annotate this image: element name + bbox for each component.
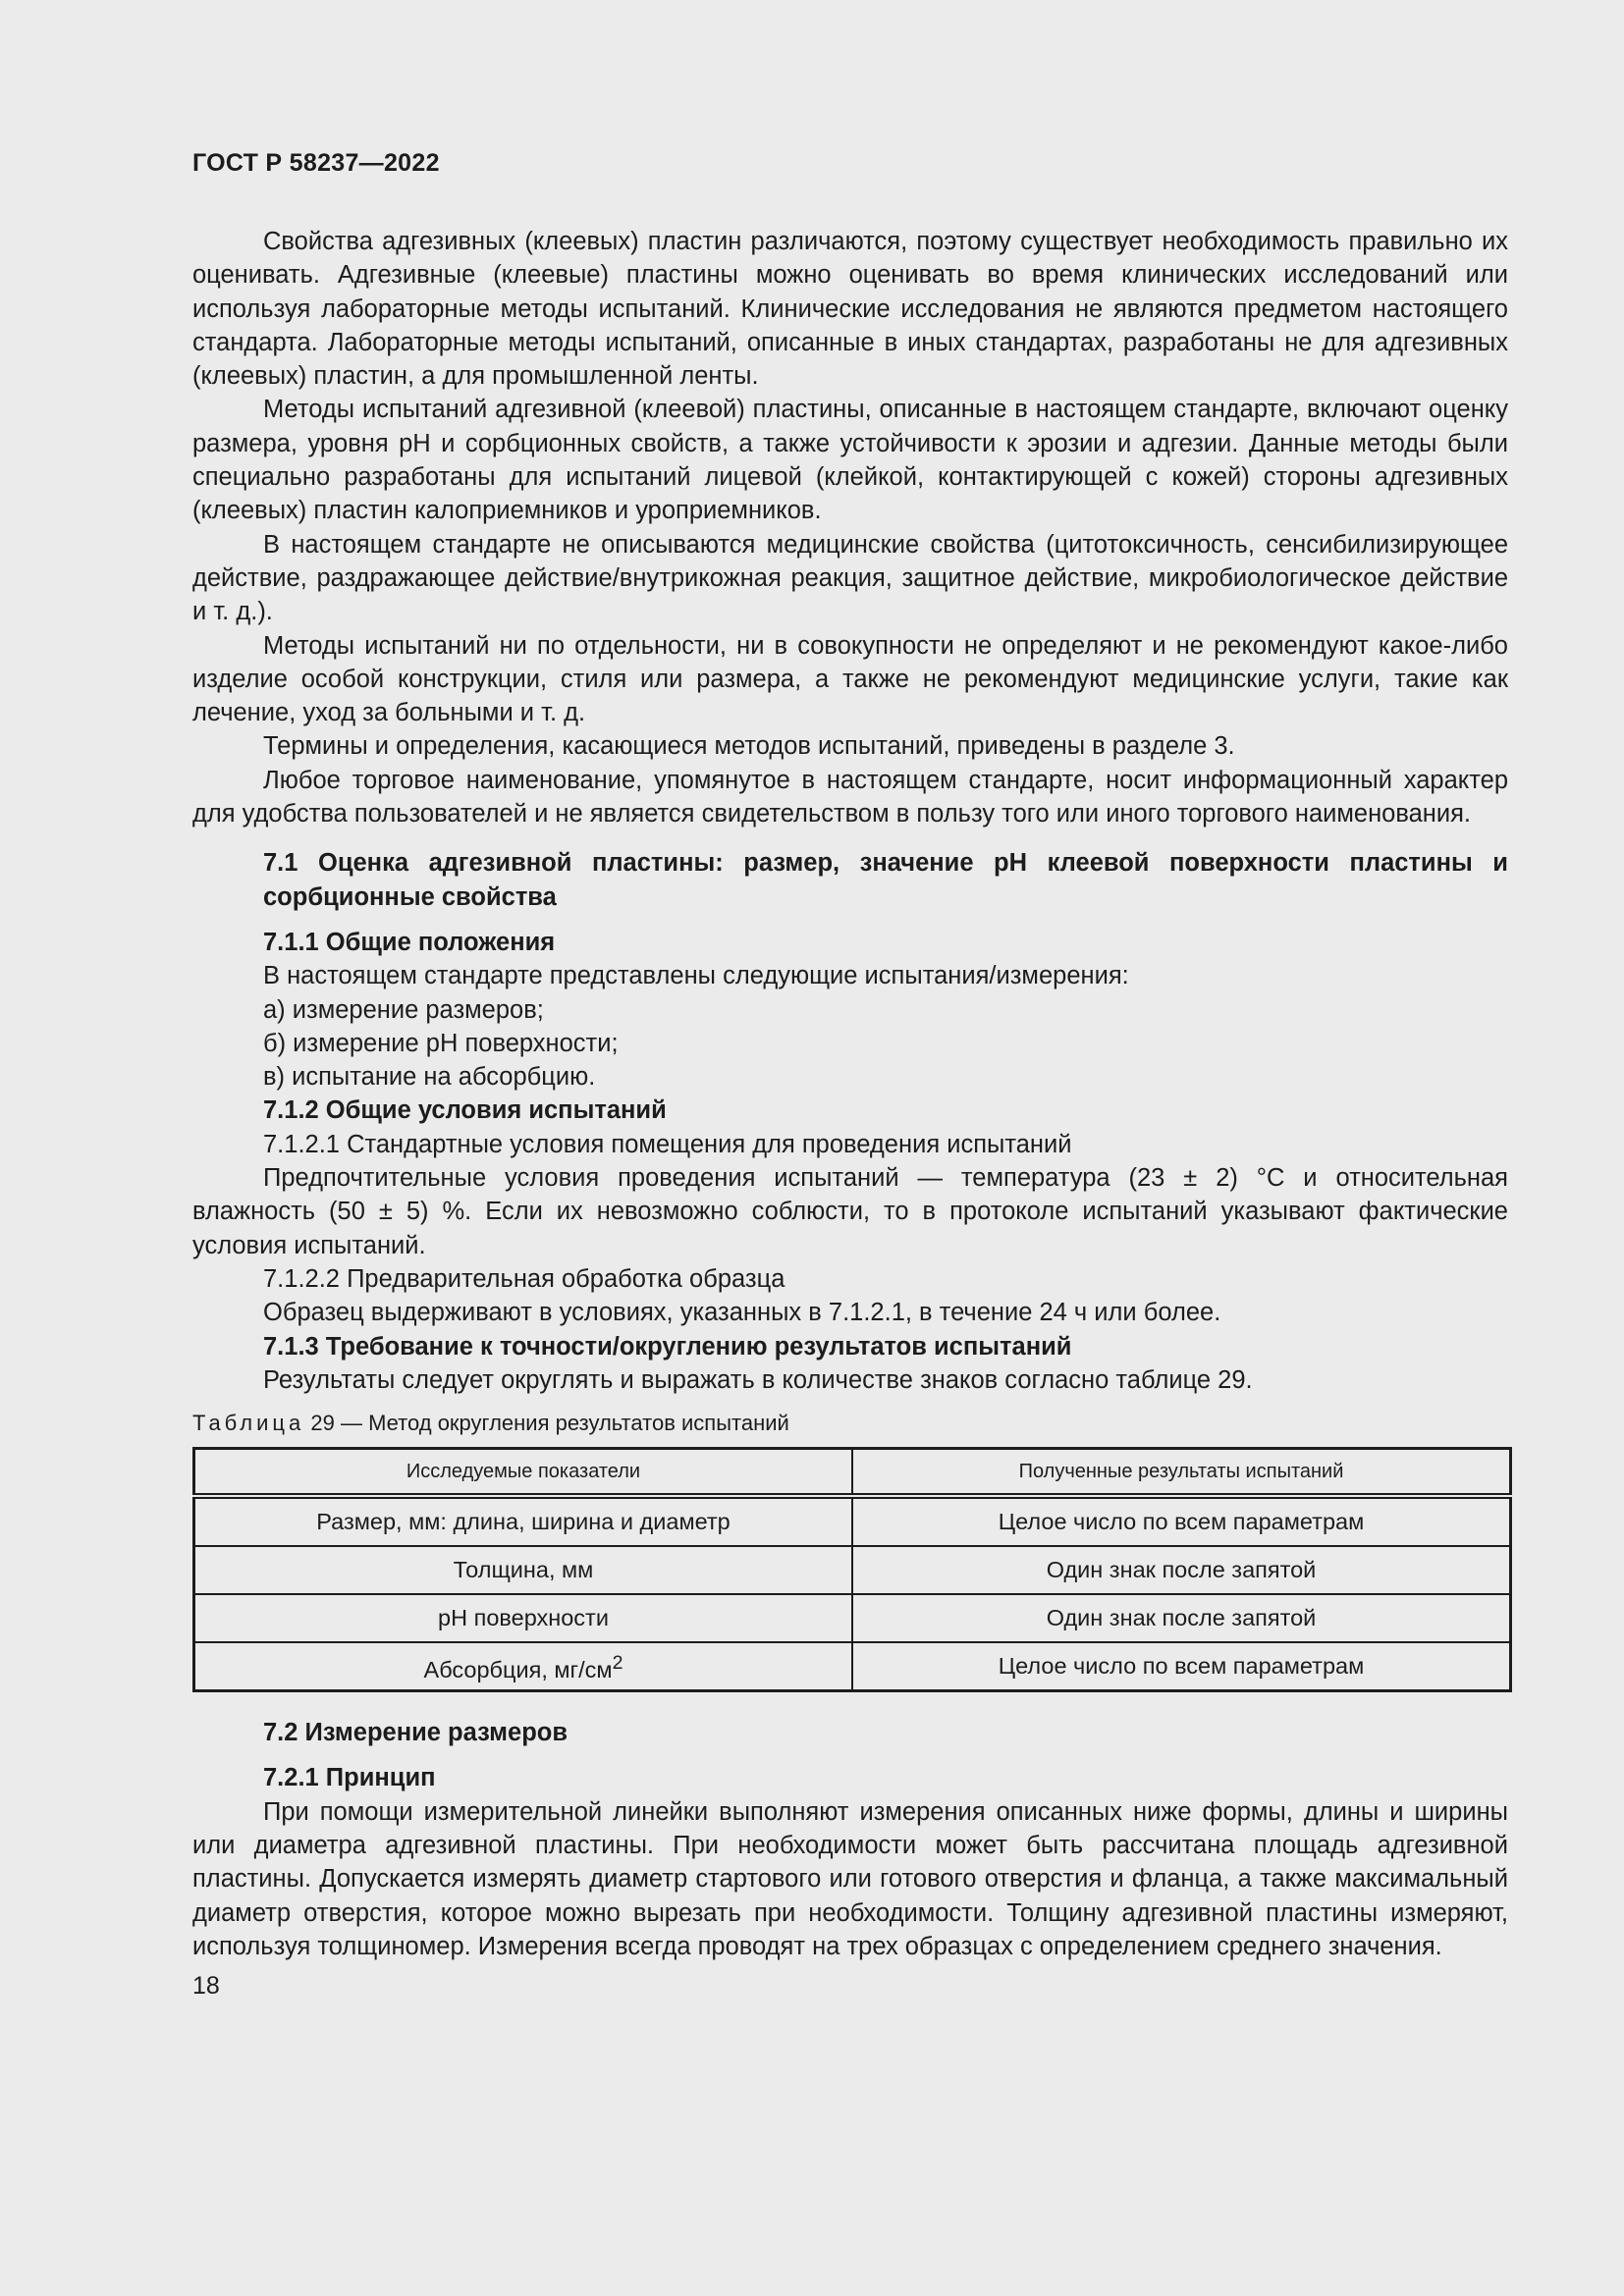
table-cell-param [194,1642,853,1691]
table-header-param: Исследуемые показатели [194,1449,853,1497]
list-item-a: а) измерение размеров; [263,995,544,1024]
intro-paragraph-1: Свойства адгезивных (клеевых) пластин различаются, поэтому существует необходимость правильно их оценивать. Адгезивные (клеевые) пластины можно оценивать во время клинических исследований или используя лабораторные методы испытаний. Клинические исследования не являются предметом настоящего стандарта. Лабораторные методы испытаний, описанные в иных стандартах, разработаны не для адгезивных (клеевых) пластин, а для промышленной ленты. [192,228,1508,391]
table-cell-result: Целое число по всем параметрам [852,1496,1511,1546]
section-7-2-1-heading: 7.2.1 Принцип [263,1764,436,1792]
section-7-2-heading: 7.2 Измерение размеров [263,1719,568,1747]
intro-paragraph-2: Методы испытаний адгезивной (клеевой) пластины, описанные в настоящем стандарте, включают оценку размера, уровня рН и сорбционных свойств, а также устойчивости к эрозии и адгезии. Данные методы были специально разработаны для испытаний лицевой (клейкой, контактирующей с кожей) стороны адгезивных (клеевых) пластин калоприемников и уроприемников. [192,396,1508,525]
table-cell-result: Один знак после запятой [852,1594,1511,1642]
standard-code: ГОСТ Р 58237—2022 [192,149,440,177]
table-row [194,1642,1511,1691]
table-header-row [194,1449,1511,1497]
table-row [194,1594,1511,1642]
section-7-1-2-2-heading: 7.1.2.2 Предварительная обработка образца [263,1264,785,1293]
intro-paragraph-5: Термины и определения, касающиеся методов испытаний, приведены в разделе 3. [263,732,1235,761]
section-7-1-3-heading: 7.1.3 Требование к точности/округлению результатов испытаний [263,1332,1072,1361]
section-7-1-2-2-text: Образец выдерживают в условиях, указанных в 7.1.2.1, в течение 24 ч или более. [263,1299,1221,1327]
section-7-1-3-text: Результаты следует округлять и выражать в количестве знаков согласно таблице 29. [263,1365,1253,1394]
section-7-1-2-1-heading: 7.1.2.1 Стандартные условия помещения для проведения испытаний [263,1130,1072,1158]
table-cell-param: рН поверхности [194,1594,853,1642]
intro-paragraph-4: Методы испытаний ни по отдельности, ни в совокупности не определяют и не рекомендуют какое-либо изделие особой конструкции, стиля или размера, а также не рекомендуют медицинские услуги, такие как лечение, уход за больными и т. д. [192,631,1508,727]
table-header-result: Полученные результаты испытаний [852,1449,1511,1497]
table-cell-param: Толщина, мм [194,1546,853,1594]
section-7-1-1-text: В настоящем стандарте представлены следующие испытания/измерения: [263,962,1129,990]
section-7-2-1-text: При помощи измерительной линейки выполняют измерения описанных ниже формы, длины и ширины или диаметра адгезивной пластины. При необходимости может быть рассчитана площадь адгезивной пластины. Допускается измерять диаметр стартового или готового отверстия и фланца, а также максимальный диаметр отверстия, которое можно вырезать при необходимости. Толщину адгезивной пластины измеряют, используя толщиномер. Измерения всегда проводят на трех образцах с определением среднего значения. [192,1797,1508,1960]
table-cell-result: Целое число по всем параметрам [852,1642,1511,1691]
section-7-1-heading: 7.1 Оценка адгезивной пластины: размер, значение рН клеевой поверхности пластины и сорбционные свойства [263,849,1508,911]
list-item-v: в) испытание на абсорбцию. [263,1063,596,1092]
superscript-2: 2 [612,1652,623,1675]
intro-paragraph-6: Любое торговое наименование, упомянутое в настоящем стандарте, носит информационный характер для удобства пользователей и не является свидетельством в пользу того или иного торгового наименования. [192,766,1508,828]
section-7-1-2-1-text: Предпочтительные условия проведения испытаний — температура (23 ± 2) °C и относительная влажность (50 ± 5) %. Если их невозможно соблюсти, то в протоколе испытаний указывают фактические условия испытаний. [192,1164,1508,1259]
table-cell-param: Размер, мм: длина, ширина и диаметр [194,1496,853,1546]
page-number: 18 [192,1972,220,2001]
section-7-1-2-heading: 7.1.2 Общие условия испытаний [263,1096,667,1125]
section-7-1-1-heading: 7.1.1 Общие положения [263,928,556,956]
table-caption-word: Таблица [192,1411,305,1436]
list-item-b: б) измерение рН поверхности; [263,1029,619,1057]
document-body [192,225,1508,2002]
table-caption-title: 29 — Метод округления результатов испытаний [310,1411,789,1436]
intro-paragraph-3: В настоящем стандарте не описываются медицинские свойства (цитотоксичность, сенсибилизирующее действие, раздражающее действие/внутрикожная реакция, защитное действие, микробиологическое действие и т. д.). [192,530,1508,626]
table-caption [192,1409,1508,1438]
rounding-table [192,1447,1512,1692]
table-cell-result: Один знак после запятой [852,1546,1511,1594]
table-row [194,1496,1511,1546]
table-row [194,1546,1511,1594]
absorption-label: Абсорбция, мг/см [423,1656,613,1682]
